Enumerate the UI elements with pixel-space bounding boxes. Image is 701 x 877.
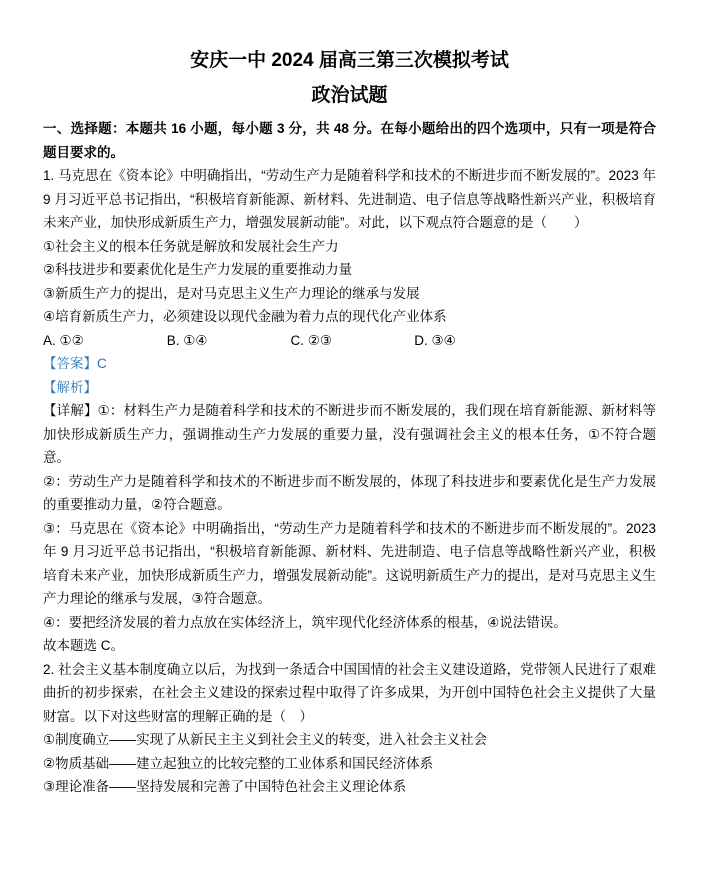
analysis-label: 【解析】	[43, 379, 97, 395]
page-subtitle: 政治试题	[311, 85, 388, 106]
section-header: 一、选择题：本题共 16 小题，每小题 3 分，共 48 分。在每小题给出的四个选项中，只有一项是符合题目要求的。	[43, 121, 656, 160]
detail-paragraph-3: ③：马克思在《资本论》中明确指出，“劳动生产力是随着科学和技术的不断进步而不断发展的”。2023 年 9 月习近平总书记指出，“积极培育新能源、新材料、先进制造、电子信息等战略性新兴产业，积极培育未来产业，加快形成新质生产力，增强发展新动能”。这说明新质生产力的提出，是对马克思主义生产力理论的继承与发展，③符合题意。	[43, 520, 656, 606]
choice-line-2: ②物质基础——建立起独立的比较完整的工业体系和国民经济体系	[43, 755, 434, 771]
detail-paragraph-2: ②：劳动生产力是随着科学和技术的不断进步而不断发展的，体现了科技进步和要素优化是生产力发展的重要推动力量，②符合题意。	[43, 473, 656, 512]
option-b: B. ①④	[166, 332, 208, 348]
choice-line-2: ②科技进步和要素优化是生产力发展的重要推动力量	[43, 262, 353, 277]
analysis-line	[43, 376, 656, 400]
options-row	[43, 329, 656, 353]
page-title: 安庆一中 2024 届高三第三次模拟考试	[190, 50, 509, 71]
choice-line-4: ④培育新质生产力，必须建设以现代金融为着力点的现代化产业体系	[43, 309, 447, 324]
detail-conclusion: 故本题选 C。	[43, 638, 124, 653]
answer-line	[43, 352, 656, 376]
choice-line-3: ③理论准备——坚持发展和完善了中国特色社会主义理论体系	[43, 779, 407, 794]
question-2	[43, 658, 656, 799]
answer-value: C	[97, 356, 107, 371]
choice-line-1: ①社会主义的根本任务就是解放和发展社会生产力	[43, 238, 339, 254]
answer-label: 【答案】	[43, 356, 97, 371]
question-1	[43, 164, 656, 658]
detail-paragraph-1: 【详解】①：材料生产力是随着科学和技术的不断进步而不断发展的，我们现在培育新能源、新材料等加快形成新质生产力，强调推动生产力发展的重要力量，没有强调社会主义的根本任务，①不符合题意。	[43, 403, 656, 465]
question-stem: 2. 社会主义基本制度确立以后，为找到一条适合中国国情的社会主义建设道路，党带领人民进行了艰难曲折的初步探索，在社会主义建设的探索过程中取得了许多成果，为开创中国特色社会主义提供了大量财富。以下对这些财富的理解正确的是（ ）	[43, 661, 656, 724]
option-a: A. ①②	[43, 332, 84, 348]
choice-line-1: ①制度确立——实现了从新民主主义到社会主义的转变，进入社会主义社会	[43, 732, 488, 747]
option-d: D. ③④	[414, 332, 456, 348]
option-c: C. ②③	[290, 332, 332, 348]
detail-paragraph-4: ④：要把经济发展的着力点放在实体经济上，筑牢现代化经济体系的根基，④说法错误。	[43, 614, 567, 630]
choice-line-3: ③新质生产力的提出，是对马克思主义生产力理论的继承与发展	[43, 285, 420, 301]
question-stem: 1. 马克思在《资本论》中明确指出，“劳动生产力是随着科学和技术的不断进步而不断发展的”。2023 年 9 月习近平总书记指出，“积极培育新能源、新材料、先进制造、电子信息等战略性新兴产业，积极培育未来产业，加快形成新质生产力，增强发展新动能”。对此，以下观点符合题意的是（ ）	[43, 168, 656, 230]
